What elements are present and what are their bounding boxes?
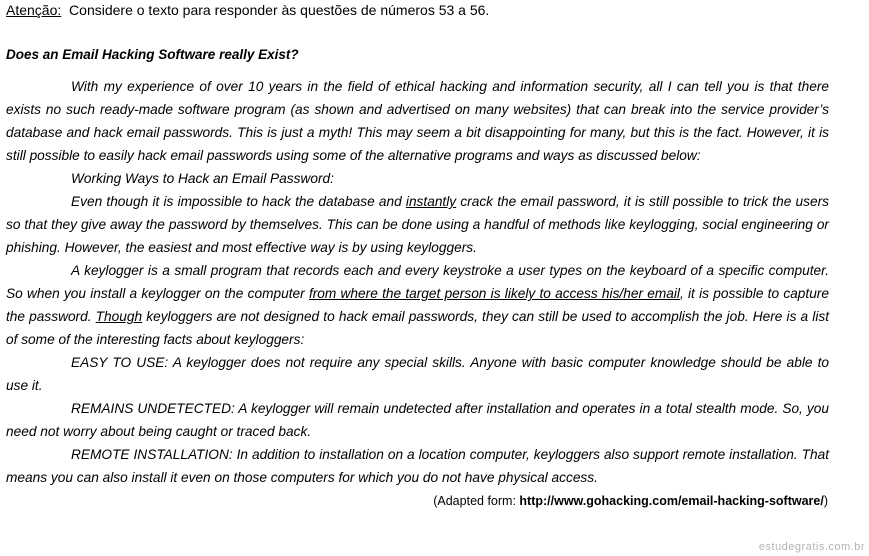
text-segment: keyloggers are not designed to hack email passwords, they can still be used to accomplish the job. Here is a list of some of the interesting facts about keyloggers:	[6, 309, 830, 347]
source-citation	[433, 492, 828, 510]
instruction-line	[6, 1, 489, 19]
underlined-word-instantly: instantly	[405, 194, 457, 209]
paragraph-remains-undetected: REMAINS UNDETECTED: A keylogger will remain undetected after installation and operates in a total stealth mode. So, you need not worry about being caught or traced back.	[6, 401, 829, 439]
underlined-phrase-target: from where the target person is likely to access his/her email	[308, 286, 680, 301]
paragraph-intro: With my experience of over 10 years in the field of ethical hacking and information security, all I can tell you is that there exists no such ready-made software program (as shown and advertised on many websites) that can break into the service provider’s database and hack email passwords. This is just a myth! This may seem a bit disappointing for many, but this is the fact. However, it is still possible to easily hack email passwords using some of the alternative programs and ways as discussed below:	[6, 79, 829, 163]
paragraph-easy-to-use: EASY TO USE: A keylogger does not require any special skills. Anyone with basic computer knowledge should be able to use it.	[6, 355, 829, 393]
text-segment: Even though it is impossible to hack the database and	[71, 194, 406, 209]
instruction-text: Considere o texto para responder às questões de números 53 a 56.	[69, 2, 490, 18]
paragraph-remote-installation: REMOTE INSTALLATION: In addition to installation on a location computer, keyloggers also support remote installation. That means you can also install it even on those computers for which you do not have physical access.	[6, 447, 829, 485]
paragraph-subheading: Working Ways to Hack an Email Password:	[71, 171, 334, 186]
paragraph-keylogger	[6, 259, 829, 351]
text-segment: crack the email password, it is still possible to trick the users so that they give away the password by themselves. This can be done using a handful of methods like keylogging, social engineering or phishing. However, the easiest and most effective way is by using keyloggers.	[6, 194, 829, 255]
underlined-word-though: Though	[95, 309, 143, 324]
article-title: Does an Email Hacking Software really Exist?	[6, 47, 299, 62]
source-suffix: )	[823, 494, 828, 508]
article-body	[6, 75, 829, 489]
watermark: estudegratis.com.br	[758, 541, 865, 553]
text-segment: A keylogger is a small program that records each and every keystroke a user types on the keyboard of a specific computer. So when you install a keylogger on the computer	[6, 263, 829, 301]
source-url: http://www.gohacking.com/email-hacking-software/	[519, 494, 824, 508]
paragraph-trick-users	[6, 190, 829, 259]
instruction-label: Atenção:	[6, 2, 62, 18]
source-prefix: (Adapted form:	[433, 494, 520, 508]
text-segment: , it is possible to capture the password.	[6, 286, 829, 324]
